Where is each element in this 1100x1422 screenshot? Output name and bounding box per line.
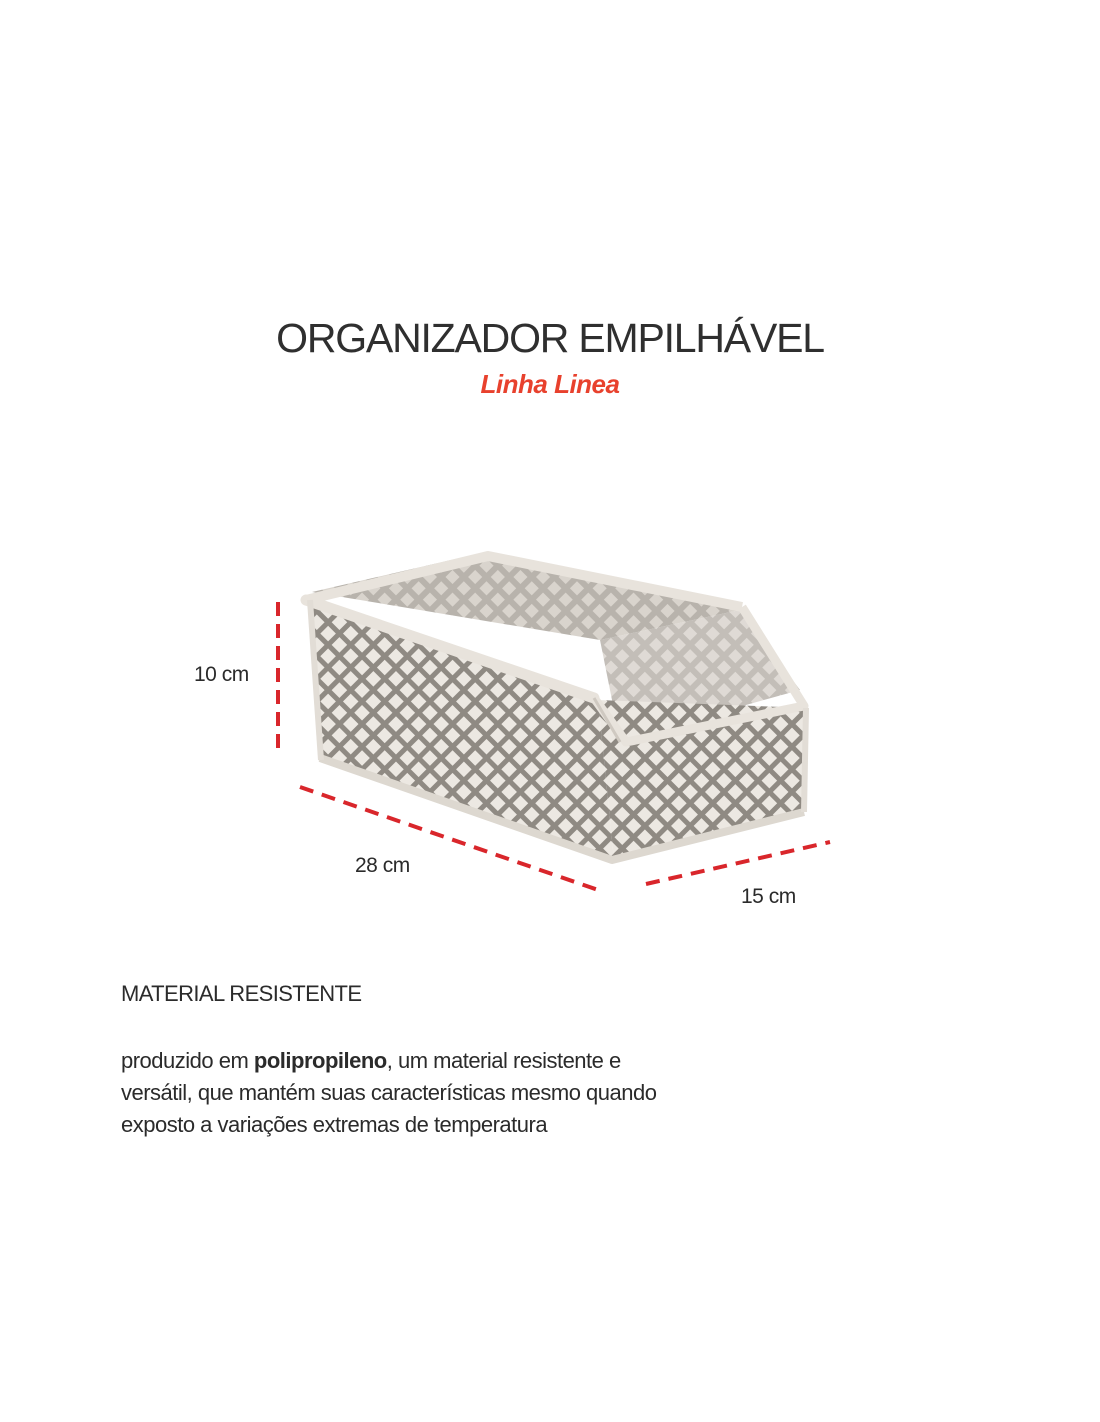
basket-front-side [310,602,614,860]
width-label: 15 cm [741,885,796,908]
height-label: 10 cm [194,663,249,686]
feature-text-intro: produzido em [121,1048,254,1073]
length-label: 28 cm [355,854,410,877]
feature-heading: MATERIAL RESISTENTE [121,981,362,1006]
feature-material-name: polipropileno [253,1048,387,1073]
feature-text-line1-end: , um material resistente e [386,1048,621,1073]
feature-description [121,1045,761,1141]
feature-text-line3: exposto a variações extremas de temperatura [121,1112,548,1137]
feature-text-line2: versátil, que mantém suas características mesmo quando [121,1080,657,1105]
product-title: ORGANIZADOR EMPILHÁVEL [276,315,824,361]
product-line-subtitle: Linha Linea [480,369,620,399]
